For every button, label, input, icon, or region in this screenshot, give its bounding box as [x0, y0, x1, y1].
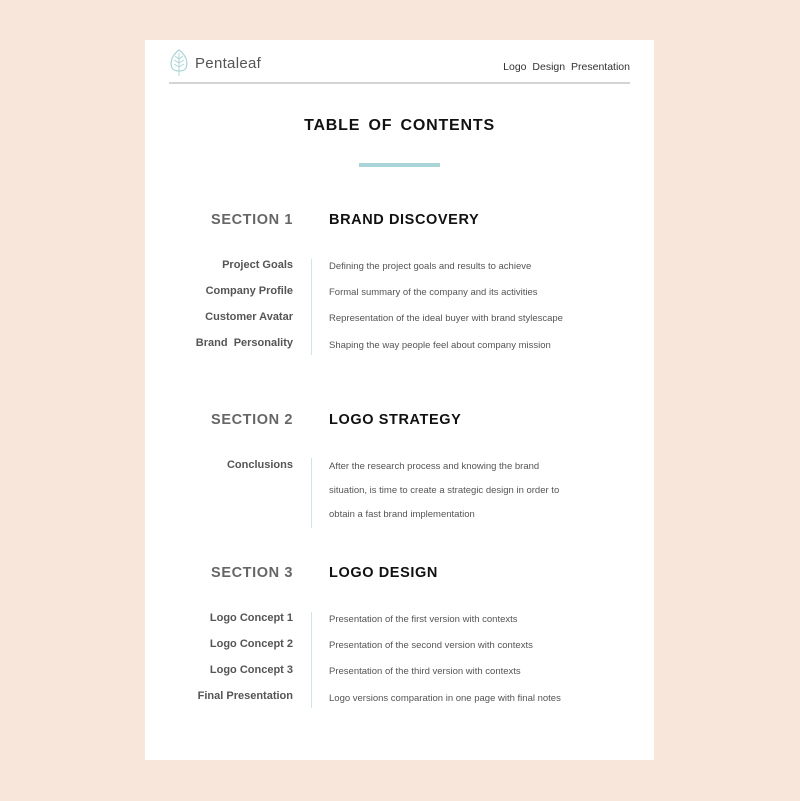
document-subtitle: Logo Design Presentation	[503, 61, 630, 73]
toc-item-desc: Presentation of the second version with contexts	[329, 640, 533, 651]
toc-item-label: Customer Avatar	[205, 311, 293, 323]
toc-item-label: Project Goals	[222, 259, 293, 271]
toc-item-desc: After the research process and knowing the brand	[329, 461, 540, 472]
toc-item-label: Logo Concept 2	[209, 638, 293, 650]
toc-item-desc: Presentation of the third version with contexts	[329, 666, 521, 677]
section-divider	[311, 458, 312, 528]
section-title: BRAND DISCOVERY	[329, 212, 480, 228]
toc-item-label: Final Presentation	[197, 690, 293, 702]
toc-item-desc: Representation of the ideal buyer with brand stylescape	[329, 313, 563, 324]
section-number: SECTION 1	[211, 212, 293, 228]
section-title: LOGO STRATEGY	[329, 412, 462, 428]
toc-item-desc: Presentation of the first version with contexts	[329, 614, 518, 625]
section-number: SECTION 3	[211, 565, 293, 581]
toc-item-label: Company Profile	[205, 285, 293, 297]
toc-item-desc: Defining the project goals and results to achieve	[329, 261, 532, 272]
header-divider	[169, 82, 630, 84]
toc-item-desc: Shaping the way people feel about company mission	[329, 340, 551, 351]
toc-page	[145, 40, 654, 760]
brand-logo	[169, 49, 261, 77]
section-divider	[311, 612, 312, 708]
section-number: SECTION 2	[211, 412, 293, 428]
leaf-icon	[169, 49, 189, 77]
toc-item-label: Logo Concept 1	[209, 612, 293, 624]
toc-item-label: Brand Personality	[195, 337, 293, 349]
toc-item-label: Logo Concept 3	[209, 664, 293, 676]
toc-item-desc: Logo versions comparation in one page with final notes	[329, 693, 561, 704]
section-divider	[311, 259, 312, 355]
section-title: LOGO DESIGN	[329, 565, 438, 581]
toc-item-desc: obtain a fast brand implementation	[329, 509, 475, 520]
toc-item-label: Conclusions	[226, 459, 293, 471]
toc-item-desc: situation, is time to create a strategic design in order to	[329, 485, 560, 496]
page-title: TABLE OF CONTENTS	[304, 117, 495, 134]
title-accent-bar	[359, 163, 440, 167]
brand-name: Pentaleaf	[195, 54, 262, 72]
toc-item-desc: Formal summary of the company and its activities	[329, 287, 538, 298]
